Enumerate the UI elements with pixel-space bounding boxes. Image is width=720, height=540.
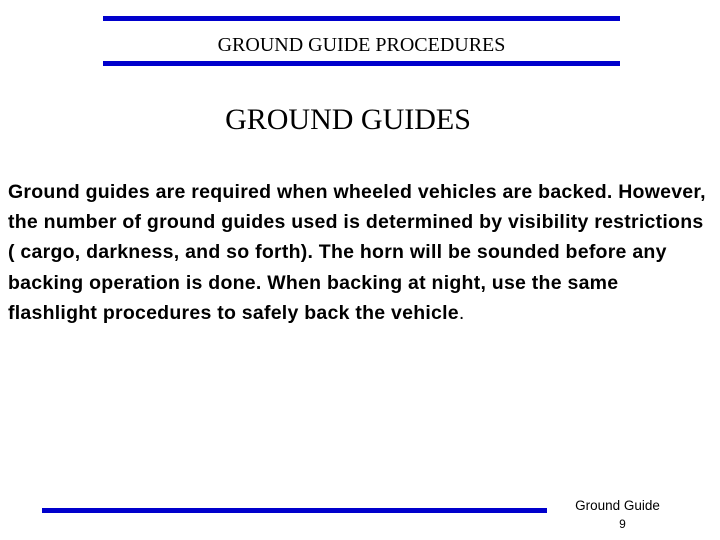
slide-body-text (8, 177, 708, 328)
slide-body-end: . (458, 301, 465, 324)
header-top-rule (103, 16, 620, 21)
footer-rule (42, 508, 547, 513)
slide-body-main: Ground guides are required when wheeled vehicles are backed. However, the number of ground guides used is determined by visibility restrictions ( cargo, darkness, and so forth). The horn will be sounded before any backing operation is done. When backing at night, use the same flashlight procedures to safely back the vehicle (8, 181, 706, 324)
slide-title: GROUND GUIDES (225, 103, 471, 136)
header-bottom-rule (103, 61, 620, 66)
page-number: 9 (619, 517, 626, 531)
footer-label: Ground Guide (575, 498, 660, 513)
header-title: GROUND GUIDE PROCEDURES (217, 34, 506, 56)
